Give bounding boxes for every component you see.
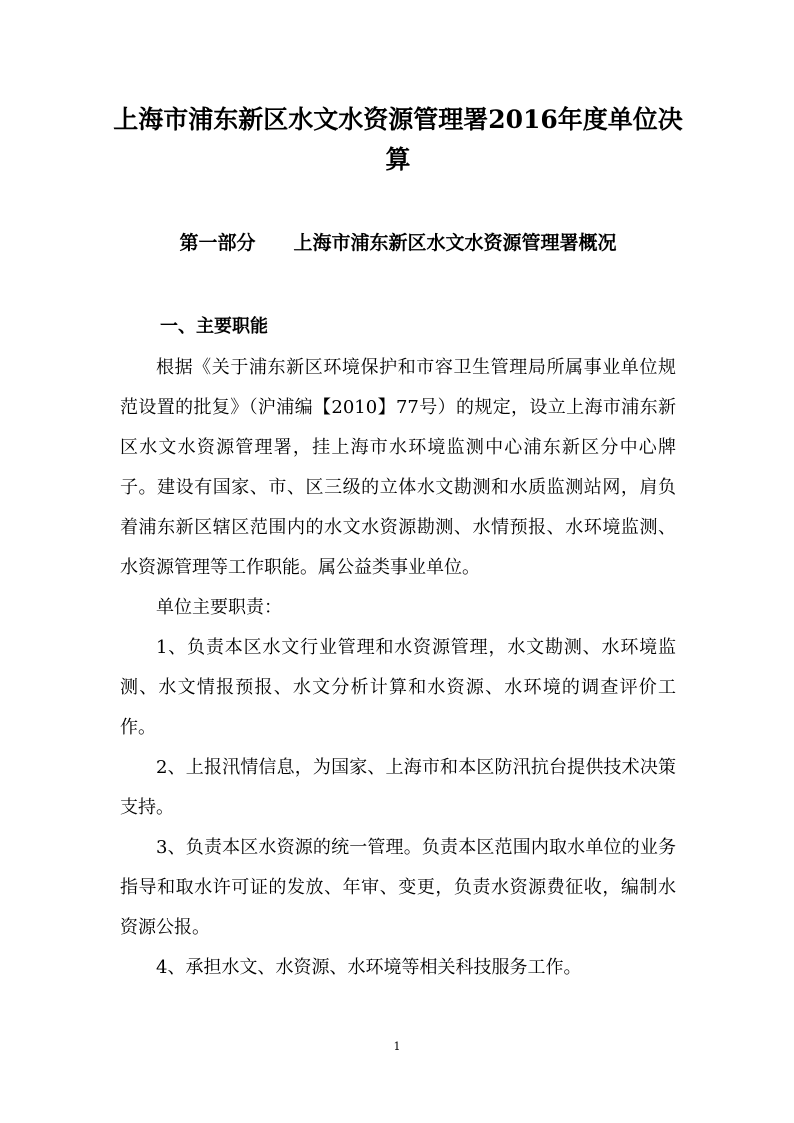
document-title: 上海市浦东新区水文水资源管理署2016年度单位决算 bbox=[113, 105, 683, 174]
paragraph-duty-1: 1、负责本区水文行业管理和水资源管理，水文勘测、水环境监测、水文情报预报、水文分析计算和水资源、水环境的调查评价工作。 bbox=[120, 637, 676, 738]
section-heading: 一、主要职能 bbox=[160, 316, 268, 337]
paragraph-duty-3: 3、负责本区水资源的统一管理。负责本区范围内取水单位的业务指导和取水许可证的发放、年审、变更，负责水资源费征收，编制水资源公报。 bbox=[120, 837, 676, 938]
paragraph-duties-label: 单位主要职责： bbox=[156, 597, 282, 618]
part-heading: 第一部分 上海市浦东新区水文水资源管理署概况 bbox=[179, 232, 617, 254]
paragraph-duty-2: 2、上报汛情信息，为国家、上海市和本区防汛抗台提供技术决策支持。 bbox=[120, 757, 676, 818]
document-body bbox=[120, 348, 676, 988]
paragraph-duty-4: 4、承担水文、水资源、水环境等相关科技服务工作。 bbox=[156, 957, 582, 978]
paragraph-intro: 根据《关于浦东新区环境保护和市容卫生管理局所属事业单位规范设置的批复》（沪浦编【2010】77号）的规定，设立上海市浦东新区水文水资源管理署，挂上海市水环境监测中心浦东新区分中心牌子。建设有国家、市、区三级的立体水文勘测和水质监测站网，肩负着浦东新区辖区范围内的水文水资源勘测、水情预报、水环境监测、水资源管理等工作职能。属公益类事业单位。 bbox=[120, 357, 676, 578]
page-number: 1 bbox=[393, 1040, 401, 1053]
